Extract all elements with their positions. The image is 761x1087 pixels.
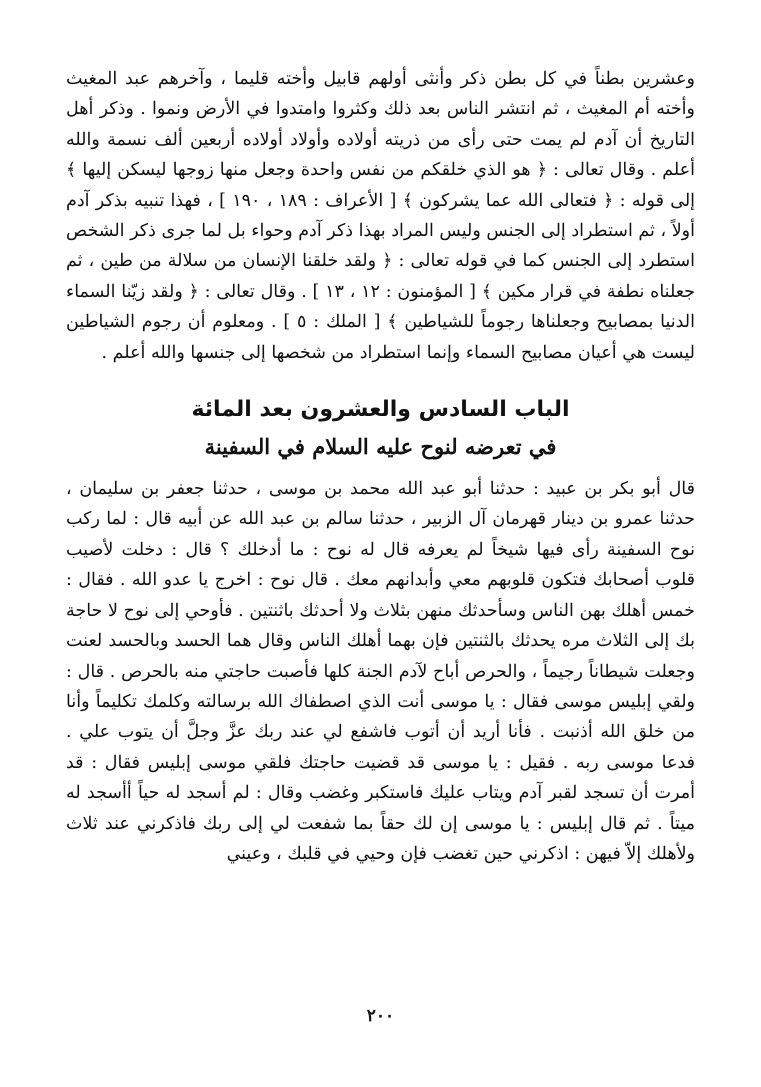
page-number: ٢٠٠ <box>366 1006 395 1026</box>
body-paragraph-chapter: قال أبو بكر بن عبيد : حدثنا أبو عبد الله محمد بن موسى ، حدثنا جعفر بن سليمان ، حدثنا عمرو بن دينار قهرمان آل الزبير ، حدثنا سالم بن عبد الله عن أبيه قال : لما ركب نوح السفينة رأى فيها شيخاً لم يعرفه قال له نوح : ما أدخلك ؟ قال : دخلت لأصيب قلوب أصحابك فتكون قلوبهم معي وأبدانهم معك . قال نوح : اخرج يا عدو الله . فقال : خمس أهلك بهن الناس وسأحدثك منهن بثلاث ولا أحدثك باثنتين . فأوحي إلى نوح لا حاجة بك إلى الثلاث مره يحدثك بالثنتين فإن بهما أهلك الناس وقال هما الحسد وبالحسد لعنت وجعلت شيطاناً رجيماً ، والحرص أباح لآدم الجنة كلها فأصبت حاجتي منه بالحرص . قال : ولقي إبليس موسى فقال : يا موسى أنت الذي اصطفاك الله برسالته وكلمك تكليماً وأنا من خلق الله أذنبت . فأنا أريد أن أتوب فاشفع لي عند ربك عزَّ وجلَّ أن يتوب علي . فدعا موسى ربه . فقيل : يا موسى قد قضيت حاجتك فلقي موسى إبليس فقال : قد أمرت أن تسجد لقبر آدم ويتاب عليك فاستكبر وغضب وقال : لم أسجد له حياً أأسجد له ميتاً . ثم قال إبليس : يا موسى إن لك حقاً بما شفعت لي إلى ربك فاذكرني عند ثلاث ولأهلك إلاّ فيهن : اذكرني حين تغضب فإن وحيي في قلبك ، وعيني <box>66 479 695 864</box>
chapter-heading <box>66 394 695 464</box>
chapter-title: الباب السادس والعشرون بعد المائة <box>191 397 570 423</box>
chapter-subtitle: في تعرضه لنوح عليه السلام في السفينة <box>204 434 557 460</box>
body-paragraph-intro: وعشرين بطناً في كل بطن ذكر وأنثى أولهم قابيل وأخته قليما ، وآخرهم عبد المغيث وأخته أم المغيث ، ثم انتشر الناس بعد ذلك وكثروا وامتدوا في الأرض ونموا . وذكر أهل التاريخ أن آدم لم يمت حتى رأى من ذريته أولاده وأولاد أولاده أربعين ألف نسمة والله أعلم . وقال تعالى : ﴿ هو الذي خلقكم من نفس واحدة وجعل منها زوجها ليسكن إليها ﴾ إلى قوله : ﴿ فتعالى الله عما يشركون ﴾ [ الأعراف : ١٨٩ ، ١٩٠ ] ، فهذا تنبيه بذكر آدم أولاً ، ثم استطراد إلى الجنس وليس المراد بهذا ذكر آدم وحواء بل لما جرى ذكر الشخص استطرد إلى الجنس كما في قوله تعالى : ﴿ ولقد خلقنا الإنسان من سلالة من طين ، ثم جعلناه نطفة في قرار مكين ﴾ [ المؤمنون : ١٢ ، ١٣ ] . وقال تعالى : ﴿ ولقد زيّنا السماء الدنيا بمصابيح وجعلناها رجوماً للشياطين ﴾ [ الملك : ٥ ] . ومعلوم أن رجوم الشياطين ليست هي أعيان مصابيح السماء وإنما استطراد من شخصها إلى جنسها والله أعلم . <box>66 69 696 363</box>
